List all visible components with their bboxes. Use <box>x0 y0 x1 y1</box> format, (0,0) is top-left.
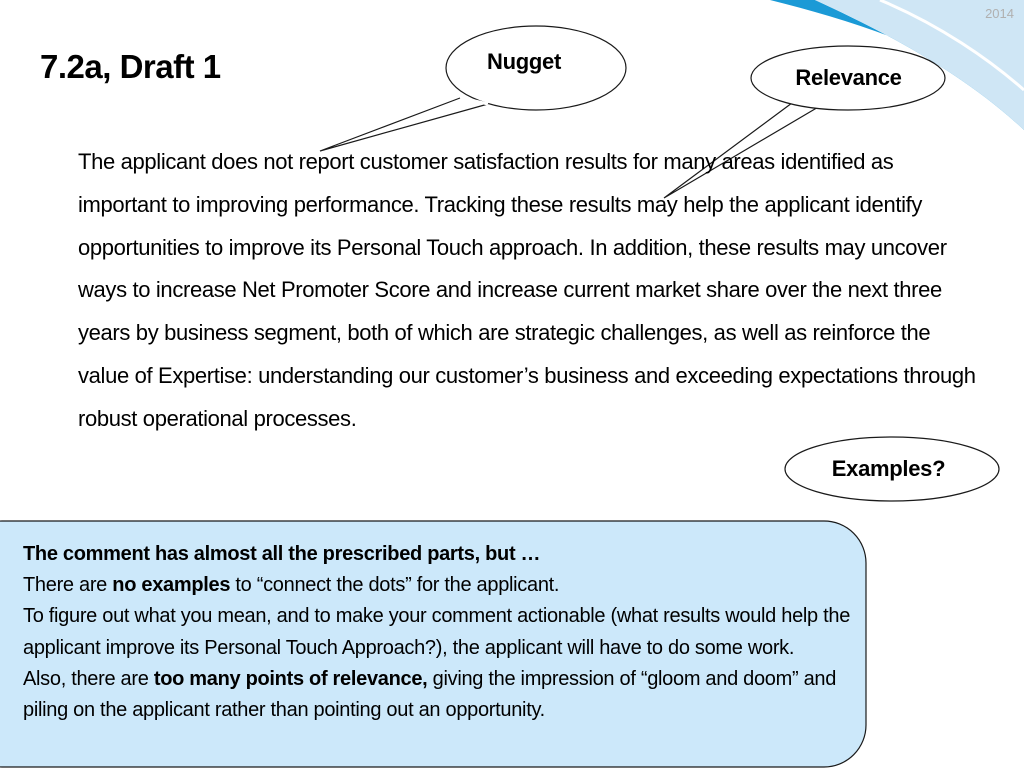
summary-line-examples-prefix: There are <box>23 574 113 597</box>
summary-line-relevance-emphasis: too many points of relevance, <box>153 667 428 690</box>
summary-text <box>23 539 858 726</box>
summary-heading: The comment has almost all the prescribed parts, but … <box>23 543 541 565</box>
summary-line-relevance-suffix: giving the impression of “gloom and doom” and piling on the applicant rather than pointing out an opportunity. <box>23 667 837 722</box>
summary-line-actionable: To figure out what you mean, and to make your comment actionable (what results would help the applicant improve its Personal Touch Approach?), the applicant will have to do some work. <box>23 605 851 659</box>
nugget-callout-label: Nugget <box>487 49 561 74</box>
relevance-callout-label: Relevance <box>795 65 902 90</box>
slide-title: 7.2a, Draft 1 <box>40 48 221 85</box>
year-label: 2014 <box>985 6 1014 21</box>
summary-line-relevance <box>23 664 858 726</box>
summary-line-examples <box>23 570 858 601</box>
summary-line-relevance-prefix: Also, there are <box>23 667 154 690</box>
examples-callout-label: Examples? <box>831 456 946 481</box>
summary-line-examples-emphasis: no examples <box>112 574 231 597</box>
feedback-comment-text: The applicant does not report customer satisfaction results for many areas identified as important to improving performance. Tracking these results may help the applicant identify opportunities to improve its Personal Touch approach. In addition, these results may uncover ways to increase Net Promoter Score and increase current market share over the next three years by business segment, both of which are strategic challenges, as well as reinforce the value of Expertise: understanding our customer’s business and exceeding expectations through robust operational processes. <box>78 149 976 431</box>
summary-line-examples-suffix: to “connect the dots” for the applicant. <box>230 574 560 597</box>
